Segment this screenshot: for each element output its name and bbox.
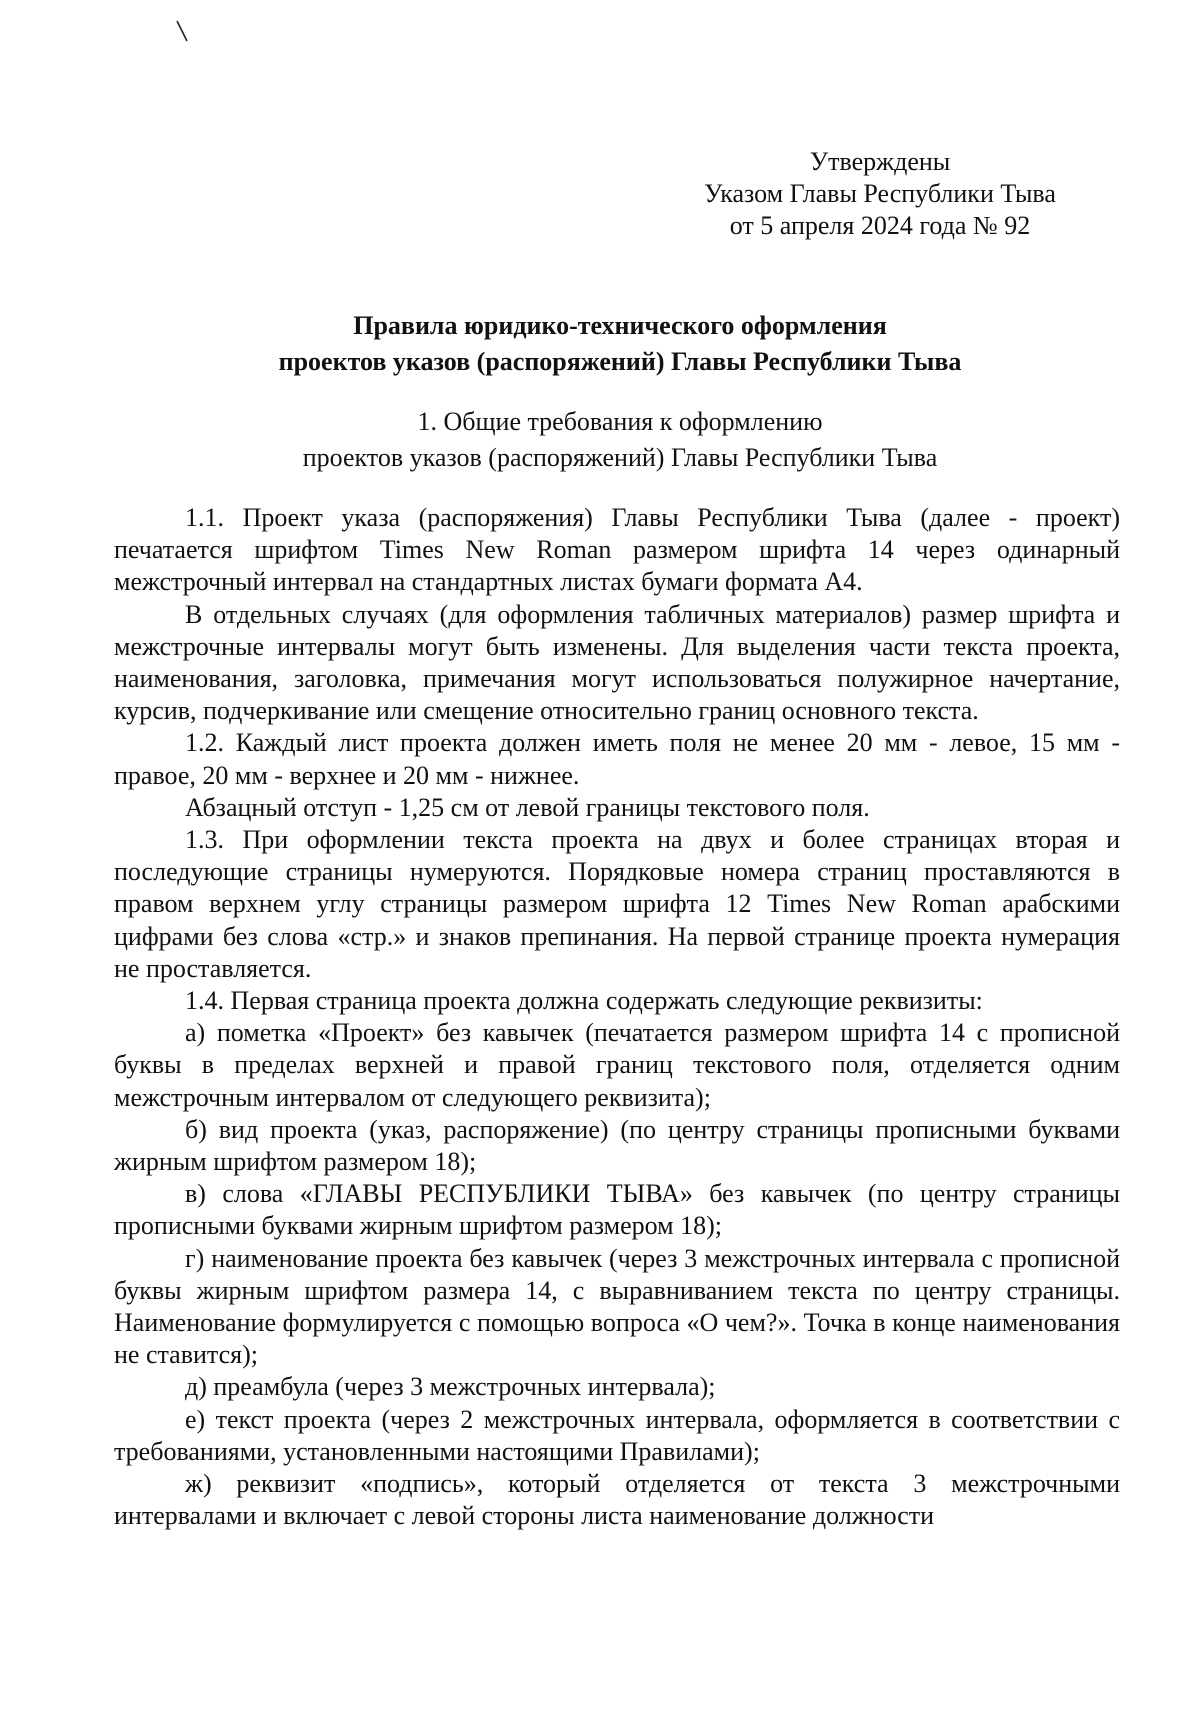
title-line: проектов указов (распоряжений) Главы Республики Тыва [278, 347, 962, 376]
list-item-zh: ж) реквизит «подпись», который отделяется от текста 3 межстрочными интервалами и включает с левой стороны листа наименование должности [114, 1469, 1120, 1531]
approval-line: от 5 апреля 2024 года № 92 [729, 211, 1031, 240]
paragraph-1-1-cont: В отдельных случаях (для оформления табличных материалов) размер шрифта и межстрочные интервалы могут быть изменены. Для выделения части текста проекта, наименования, заголовка, примечания могут использоваться полужирное начертание, курсив, подчеркивание или смещение относительно границ основного текста. [114, 599, 1120, 726]
document-title [120, 308, 1120, 380]
list-item-d: д) преамбула (через 3 межстрочных интервала); [185, 1372, 716, 1402]
paragraph-1-4: 1.4. Первая страница проекта должна содержать следующие реквизиты: [185, 986, 983, 1016]
body-text [114, 502, 1120, 1533]
list-item-g: г) наименование проекта без кавычек (через 3 межстрочных интервала с прописной буквы жирным шрифтом размера 14, с выравниванием текста по центру страницы. Наименование формулируется с помощью вопроса «О чем?». Точка в конце наименования не ставится); [114, 1243, 1120, 1370]
approval-line: Утверждены [809, 147, 951, 176]
list-item-a: а) пометка «Проект» без кавычек (печатается размером шрифта 14 с прописной буквы в пределах верхней и правой границ текстового поля, отделяется одним межстрочным интервалом от следующего реквизита); [114, 1018, 1120, 1112]
paragraph-indent: Абзацный отступ - 1,25 см от левой границы текстового поля. [185, 792, 870, 822]
list-item-b: б) вид проекта (указ, распоряжение) (по центру страницы прописными буквами жирным шрифтом размером 18); [114, 1114, 1120, 1177]
section-heading-line: 1. Общие требования к оформлению [417, 407, 823, 436]
paragraph-1-2: 1.2. Каждый лист проекта должен иметь поля не менее 20 мм - левое, 15 мм - правое, 20 мм - верхнее и 20 мм - нижнее. [114, 728, 1120, 790]
scan-artifact-mark [176, 20, 188, 42]
list-item-v: в) слова «ГЛАВЫ РЕСПУБЛИКИ ТЫВА» без кавычек (по центру страницы прописными буквами жирным шрифтом размером 18); [114, 1179, 1120, 1241]
list-item-e: е) текст проекта (через 2 межстрочных интервала, оформляется в соответствии с требованиями, установленными настоящими Правилами); [114, 1404, 1120, 1466]
approval-line: Указом Главы Республики Тыва [704, 179, 1056, 208]
title-line: Правила юридико-технического оформления [353, 311, 887, 340]
approval-block [600, 146, 1160, 242]
section-heading-line: проектов указов (распоряжений) Главы Республики Тыва [302, 443, 938, 472]
section-heading [120, 404, 1120, 476]
paragraph-1-1: 1.1. Проект указа (распоряжения) Главы Республики Тыва (далее - проект) печатается шрифтом Times New Roman размером шрифта 14 через одинарный межстрочный интервал на стандартных листах бумаги формата А4. [114, 503, 1120, 597]
paragraph-1-3: 1.3. При оформлении текста проекта на двух и более страницах вторая и последующие страницы нумеруются. Порядковые номера страниц проставляются в правом верхнем углу страницы размером шрифта 12 Times New Roman арабскими цифрами без слова «стр.» и знаков препинания. На первой странице проекта нумерация не проставляется. [114, 825, 1120, 983]
